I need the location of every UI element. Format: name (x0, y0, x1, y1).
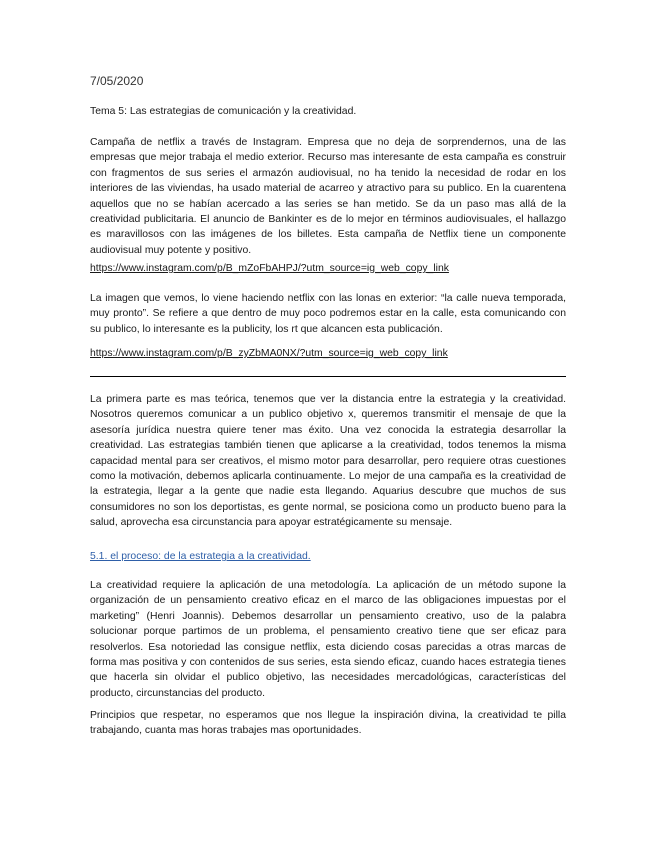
topic-title: Tema 5: Las estrategias de comunicación y la creatividad. (90, 106, 357, 117)
paragraph-text: Campaña de netflix a través de Instagram. Empresa que no deja de sorprendernos, una de las empresas que mejor trabaja el medio exterior. Recurso mas interesante de esta campaña es construir con fragmentos de sus series el armazón audiovisual, no ha tenido la necesidad de rodar en los interiores de las viviendas, ha usado material de acarreo y atractivo para su publico. En la cuarentena aquellos que no se habían acercado a las series se han metido. Se da un paso mas allá de la creatividad publicitaria. El anuncio de Bankinter es de lo mejor en términos audiovisuales, el hallazgo es maravillosos con las imágenes de los billetes. Esta campaña de Netflix tiene un componente audiovisual muy potente y positivo. (90, 137, 566, 256)
section-heading-link[interactable]: 5.1. el proceso: de la estrategia a la creatividad. (90, 551, 311, 562)
paragraph-text: La imagen que vemos, lo viene haciendo netflix con las lonas en exterior: “la calle nueva temporada, muy pronto”. Se refiere a que dentro de muy poco podremos estar en la calle, esta comunicando con su publico, lo interesante es la publicity, los rt que alcancen esta publicación. (90, 293, 566, 335)
paragraph-text: La primera parte es mas teórica, tenemos que ver la distancia entre la estrategia y la creatividad. Nosotros queremos comunicar a un publico objetivo x, queremos transmitir el mensaje de que la asesoría jurídica nuestra quiere tener mas éxito. Una vez conocida la estrategia desarrollar la creatividad. Las estrategias también tienen que aplicarse a la creatividad, todos tenemos la misma capacidad mental para ser creativos, el mismo motor para desarrollar, pero requiere otras cuestiones como la motivación, debemos aplicarla continuamente. Lo mejor de una campaña es la creatividad de la estrategia, llegar a la gente que nadie esta llegando. Aquarius descubre que muchos de sus consumidores no son los deportistas, es gente normal, se posiciona como un producto bueno para la salud, aprovecha esa circunstancia para apoyar estratégicamente su mensaje. (90, 394, 566, 529)
document-date: 7/05/2020 (90, 74, 144, 88)
horizontal-divider (90, 376, 566, 377)
instagram-link-2[interactable]: https://www.instagram.com/p/B_zyZbMA0NX/?utm_source=ig_web_copy_link (90, 348, 448, 359)
section-heading-container (90, 549, 566, 564)
paragraph-principles (90, 708, 566, 739)
paragraph-text: Principios que respetar, no esperamos que nos llegue la inspiración divina, la creatividad te pilla trabajando, cuanta mas horas trabajes mas oportunidades. (90, 710, 566, 737)
instagram-link-1[interactable]: https://www.instagram.com/p/B_mZoFbAHPJ/?utm_source=ig_web_copy_link (90, 263, 449, 274)
paragraph-text: La creatividad requiere la aplicación de una metodología. La aplicación de un método supone la organización de un pensamiento creativo eficaz en el marco de las obligaciones impuestas por el marketing” (Henri Joannis). Debemos desarrollar un pensamiento creativo, uso de la palabra solucionar porque partimos de un problema, el pensamiento creativo tiene que ser eficaz para resolverlos. Esa notoriedad las consigue netflix, esta diciendo cosas parecidas a otras marcas de forma mas positiva y con contenidos de sus series, esta siendo eficaz, cuando haces estrategia tienes que hacerla sin olvidar el publico objetivo, las necesidades mercadológicas, características del producto, circunstancias del producto. (90, 580, 566, 699)
paragraph-netflix-campaign (90, 135, 566, 258)
instagram-link-2-container (90, 346, 566, 361)
paragraph-netflix-image (90, 291, 566, 337)
instagram-link-1-container (90, 261, 566, 276)
paragraph-strategy-creativity (90, 392, 566, 531)
paragraph-methodology (90, 578, 566, 701)
